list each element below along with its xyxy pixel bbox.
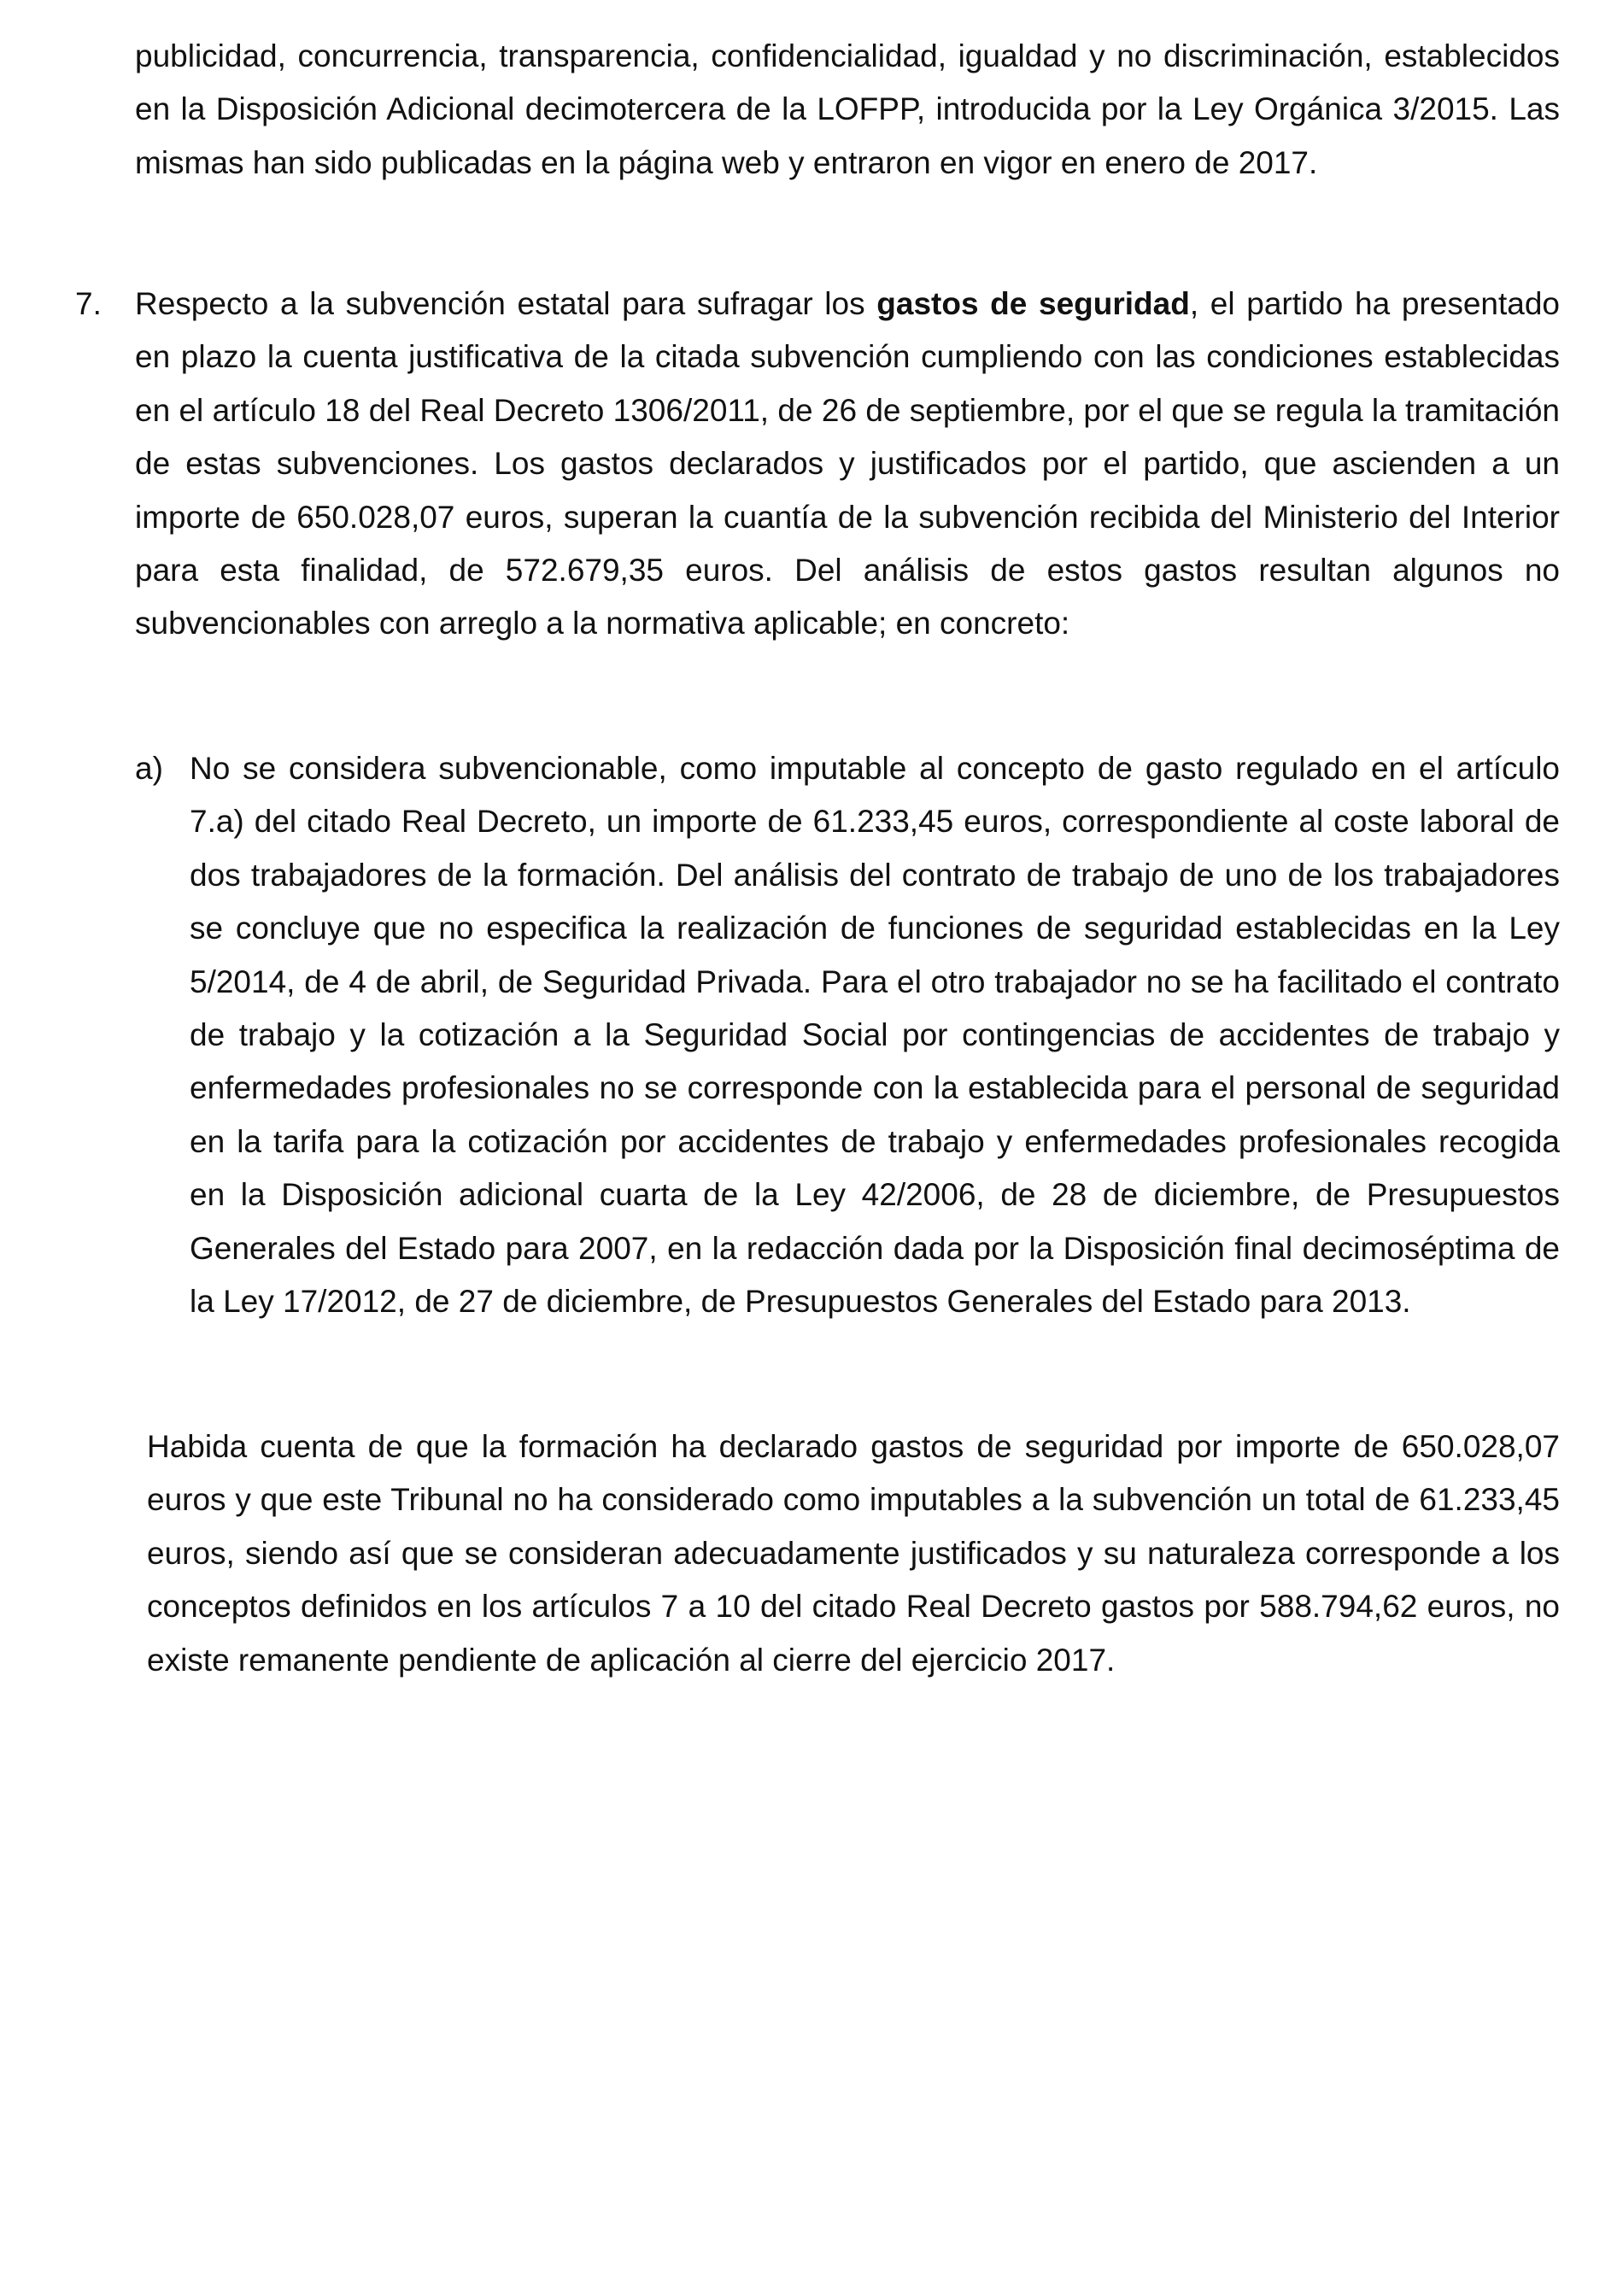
intro-paragraph: publicidad, concurrencia, transparencia, confidencialidad, igualdad y no discriminación, establecidos en la Disposición Adicional decimotercera de la LOFPP, introducida por la Ley Orgánica 3/2015. Las mismas han sido publicadas en la página web y entraron en vigor en enero de 2017. <box>135 38 1560 180</box>
item-7-text-before: Respecto a la subvención estatal para sufragar los <box>135 286 877 321</box>
item-7-bold-term: gastos de seguridad <box>876 286 1190 321</box>
item-7-number: 7. <box>75 286 102 321</box>
subitem-a-paragraph: No se considera subvencionable, como imputable al concepto de gasto regulado en el artículo 7.a) del citado Real Decreto, un importe de 61.233,45 euros, correspondiente al coste laboral de dos trabajadores de la formación. Del análisis del contrato de trabajo de uno de los trabajadores se concluye que no especifica la realización de funciones de seguridad establecidas en la Ley 5/2014, de 4 de abril, de Seguridad Privada. Para el otro trabajador no se ha facilitado el contrato de trabajo y la cotización a la Seguridad Social por contingencias de accidentes de trabajo y enfermedades profesionales no se corresponde con la establecida para el personal de seguridad en la tarifa para la cotización por accidentes de trabajo y enfermedades profesionales recogida en la Disposición adicional cuarta de la Ley 42/2006, de 28 de diciembre, de Presupuestos Generales del Estado para 2007, en la redacción dada por la Disposición final decimoséptima de la Ley 17/2012, de 27 de diciembre, de Presupuestos Generales del Estado para 2013. <box>190 751 1560 1320</box>
subitem-a-label: a) <box>135 751 163 786</box>
item-7-paragraph <box>135 278 1560 651</box>
item-7-text-after: , el partido ha presentado en plazo la cuenta justificativa de la citada subvención cumpliendo con las condiciones establecidas en el artículo 18 del Real Decreto 1306/2011, de 26 de septiembre, por el que se regula la tramitación de estas subvenciones. Los gastos declarados y justificados por el partido, que ascienden a un importe de 650.028,07 euros, superan la cuantía de la subvención recibida del Ministerio del Interior para esta finalidad, de 572.679,35 euros. Del análisis de estos gastos resultan algunos no subvencionables con arreglo a la normativa aplicable; en concreto: <box>135 286 1560 641</box>
final-paragraph: Habida cuenta de que la formación ha declarado gastos de seguridad por importe de 650.028,07 euros y que este Tribunal no ha considerado como imputables a la subvención un total de 61.233,45 euros, siendo así que se consideran adecuadamente justificados y su naturaleza corresponde a los conceptos definidos en los artículos 7 a 10 del citado Real Decreto gastos por 588.794,62 euros, no existe remanente pendiente de aplicación al cierre del ejercicio 2017. <box>147 1429 1560 1678</box>
